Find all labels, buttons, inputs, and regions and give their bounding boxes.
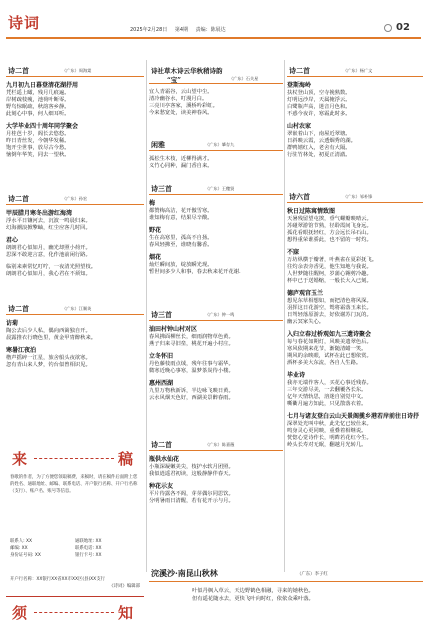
section-author: （广东）陈嘉薇 xyxy=(205,442,235,447)
poem xyxy=(149,156,283,170)
poem xyxy=(149,380,283,402)
notice-char: 来 xyxy=(12,450,28,468)
section-divider xyxy=(149,581,423,582)
poem-line: 暂世间多少人和事，春去秋来花开花谢. xyxy=(149,269,241,275)
poem-line: 孤花看眼抚轻红，方会远长吊石山。 xyxy=(287,230,372,236)
poem-line: 宜人青霜谷，云山望中尘。 xyxy=(149,89,213,95)
poem-line: 饱开尘世事，放尽古今愁。 xyxy=(6,145,70,151)
poem-line: 昨日青丝发，今朝华发稀。 xyxy=(6,138,70,144)
bottom-poem xyxy=(192,588,420,603)
poem-title: 秋日过陈寓情致图 xyxy=(287,208,336,215)
issue-number: 第4期 xyxy=(174,27,189,33)
poem-line: 春风拂面柳丝长，细雨润物草色黄。 xyxy=(149,334,234,340)
poem-line: 嘶衢月遍方知此，只见散落衣着。 xyxy=(287,401,367,407)
section-author: （广东）周海棠 xyxy=(62,68,92,73)
section-title: 诗二首 xyxy=(151,440,172,449)
section-author: （广东）李子红 xyxy=(297,572,328,577)
poem-line: 羽挥这日花游空，鸳将霜落玉来长。 xyxy=(287,305,372,311)
poem-line: 岭头长寿对无眠，翻越月光转几。 xyxy=(287,442,367,448)
poem-line: 平片待露各不阁，芽芽偶尔同思饮。 xyxy=(149,491,234,497)
poem-line: 朗朗君心似如月，幽光却照小荷开。 xyxy=(6,245,91,251)
poem-line: 行驻竹林处，初夏正清澈。 xyxy=(287,152,351,158)
poem-line: 但有遥花随水去，更快飞叶向时红，依依众乘叶落。 xyxy=(192,595,314,602)
poem-title: 立冬怀旧 xyxy=(149,353,174,360)
poem xyxy=(287,290,423,326)
poem-title: 烟花 xyxy=(149,254,162,261)
poem-line: 思深不敢迎言意，化作池前闲行路。 xyxy=(6,252,91,258)
poem xyxy=(6,347,144,369)
poem-line: 不惑今夜许，寒霜此时多。 xyxy=(287,111,351,117)
poem xyxy=(149,353,283,375)
notice-fields xyxy=(10,538,140,559)
poem xyxy=(6,82,144,118)
poem-line: 生在高寒里，孤高不自扬。 xyxy=(149,235,213,241)
poem-title: 七月与诸友登白云山天景阁揽乡港若岸前往日诗抒 xyxy=(287,413,420,420)
poem xyxy=(149,483,283,505)
poem-line: 云水风烟天色好，西湖美景醉春雨。 xyxy=(149,395,234,401)
poem-line: 朗朗君心似如月，我心君在不须知。 xyxy=(6,271,91,277)
poem xyxy=(6,264,144,278)
section-title: 诗二首 xyxy=(8,304,29,313)
poem-line: 今来愁宽处，读美神春风。 xyxy=(149,110,213,116)
poem-line: 灯明远沙岸，天属掩浮云。 xyxy=(287,97,351,103)
notice-char: 知 xyxy=(118,604,134,622)
poem-line: 鸣身灵心更同映，重叠着相继说。 xyxy=(287,428,367,434)
poem-line: 恼倒年华笑，同去一望秋。 xyxy=(6,152,70,158)
poem-title: 种花示友 xyxy=(149,483,174,490)
notice-field: 通联地址: XX xyxy=(75,539,102,544)
poem-section xyxy=(287,192,423,449)
issue-date: 2025年2月28日 xyxy=(130,27,168,33)
poem xyxy=(149,227,283,249)
poem-title: 惠州西湖 xyxy=(149,380,174,387)
poem-title: 寒暑江夜泊 xyxy=(6,347,37,354)
notice-signature: 《诗词》编辑部 xyxy=(109,584,140,589)
submission-notice xyxy=(6,446,144,626)
poem xyxy=(6,237,144,259)
poem-line: 万坊纵横于瓣著，叶燕雀在夏彩抚飞。 xyxy=(287,257,378,263)
column-divider xyxy=(146,60,147,572)
poem-title: 大学毕业四十周年同学聚会 xyxy=(6,123,79,130)
section-title: 诗三首 xyxy=(151,310,172,319)
poem-line: 灿烂瞬间放，绽放瞬光现。 xyxy=(149,262,213,268)
poem-line: 翠嵌着山下，南屋近翠塘。 xyxy=(287,131,351,137)
poem xyxy=(149,200,283,222)
poem-section xyxy=(6,194,144,278)
notice-header xyxy=(6,446,144,468)
poem-title: 登斯海岭 xyxy=(287,82,312,89)
poem-line: 想见东草相想如，而把清色将风深。 xyxy=(287,298,372,304)
notice-field: 邮编: XX xyxy=(10,546,28,551)
section-author: （广东）孙宏 xyxy=(62,196,88,201)
column-divider xyxy=(284,60,285,572)
page-header xyxy=(0,0,427,44)
poem-line: 苏碰翠游馆节熟，径聆霞间飞身远。 xyxy=(287,223,372,229)
poem-line: 天暑残留望屯挨，垂气螺瓣映晴云。 xyxy=(287,216,372,222)
poem-section xyxy=(149,440,283,505)
poem-section xyxy=(6,304,144,369)
notice-divider xyxy=(6,596,144,597)
poem-line: 微寒近晚心事寒，温梦茶炭待小楼。 xyxy=(149,368,234,374)
poem-line: 杯中已于送婚缩，一般长大入已刻。 xyxy=(287,278,372,284)
section-title: 诗三首 xyxy=(151,184,172,193)
poem-line: 恍惚心觉诗作长，明眸若花红今生。 xyxy=(287,435,372,441)
notice-field: 身份证号码: XX xyxy=(10,553,41,558)
notice-dashline xyxy=(34,612,114,613)
notice-field: 银行卡号: XX xyxy=(75,553,102,558)
poem-line: 临别来素常忆叮咛，一夜清光照望枝。 xyxy=(6,264,97,270)
poem-line: 我似逍遥君初读，这般静静伴春天。 xyxy=(149,471,234,477)
poem-line: 岸树疏枝瘦，池荷叶断零。 xyxy=(6,97,70,103)
poem-section xyxy=(287,66,423,159)
poem-title: 入归立春过桥观如九三遗诗聚会 xyxy=(287,331,372,338)
poem xyxy=(149,254,283,276)
section-title: 浣溪沙·南昆山秋林 xyxy=(151,568,218,578)
notice-text: 春歌的作者，为了方便您领取稿费，来稿时，请在稿件后面附上您的姓名、通联地址、邮编、联系电话、开户银行名称、开户行名称（支行）、账户名、账号等信息。 xyxy=(10,475,138,494)
notice-field: 联系电话: XX xyxy=(75,546,102,551)
poem-line: 分明暑雨日清醒，若有花开示与月。 xyxy=(149,498,234,504)
section-title: 诗二首 xyxy=(289,66,310,75)
poem-title: 君心 xyxy=(6,237,19,244)
poem-line: 清冷幽谷水，叮漫月白。 xyxy=(149,96,208,102)
poem-section xyxy=(149,66,283,117)
poem-title: 梅 xyxy=(149,200,156,207)
poem-line: 忽有青山来人梦，钓台似曾相识见。 xyxy=(6,362,91,368)
poem-title: 不寐 xyxy=(287,249,300,256)
poem-line: 凭栏遥上瞰，残月几痕遍。 xyxy=(6,90,70,96)
poem-line: 幻海潮浪掀擎岫，红尘应客几时回。 xyxy=(6,225,91,231)
section-author: （广东）钟一鸣 xyxy=(205,312,235,317)
poem-line: 日驾轻落原游去，好依谢苏门瓦的。 xyxy=(287,312,372,318)
section-author: （广东）邹朴锋 xyxy=(343,194,373,199)
section-title: 诗二首 xyxy=(8,194,29,203)
poem-title: 野花 xyxy=(149,227,162,234)
section-title: 诗二首 xyxy=(8,66,29,75)
poem-line: 叶似丹枫入草云，天边野鹤色相融，寻来的她秋色。 xyxy=(192,588,314,594)
poem xyxy=(287,82,423,118)
poem-line: 谁知梅有意，结果尽辛酸。 xyxy=(149,215,213,221)
poem-line: 陶公去后少人私，偶向西篱独自开。 xyxy=(6,328,91,334)
poem-title: 山村农家 xyxy=(287,123,312,130)
poem xyxy=(6,320,144,342)
poem-line: 白鹭瓶声高，迷音月色和。 xyxy=(287,104,351,110)
poem-line: 九里万物秋新诉，半边咏飞映日黄。 xyxy=(149,388,234,394)
notice-dashline xyxy=(34,458,114,459)
poem-line: 孤松生木枝，近柳得满才。 xyxy=(149,156,213,162)
notice-char: 须 xyxy=(12,604,28,622)
poem-line: 丹色藤枝雨点绒，残年往事与霜华。 xyxy=(149,361,234,367)
poem-line: 日斜映云霞，云透烟秀的湖。 xyxy=(287,138,356,144)
page-number: 02 xyxy=(396,22,410,33)
poem-title: 毕业诗 xyxy=(287,372,306,379)
notice-footer xyxy=(10,576,140,590)
poem-line: 期风的余映眼，试杯在此已想依赏。 xyxy=(287,353,372,359)
poem-title: 甲辰腊月寒冬出游红海湾 xyxy=(6,210,73,217)
poem-line: 扶杖登山顶，空寺挽熟数。 xyxy=(287,90,351,96)
bottom-poem-header xyxy=(149,568,423,580)
section-author: （广东）石关星 xyxy=(229,76,259,81)
poem-line: 月桂芭十岁，阁长去悠悠。 xyxy=(6,131,70,137)
poem-line: 想得重荣谁骄此，也不留的一时灼。 xyxy=(287,237,372,243)
poem-line: 小瓶深凝嫩美尖，枝护水软月团照。 xyxy=(149,464,234,470)
section-title: 闲雅 xyxy=(151,140,165,149)
poem-section xyxy=(149,310,283,402)
poem-line: 往灼余表旁香见，他生知地与我说。 xyxy=(287,264,372,270)
notice-field: 联系人: XX xyxy=(10,539,33,544)
poem xyxy=(287,208,423,244)
poem-line: 野鸟惊眠疏，秋韵客乡静。 xyxy=(6,104,70,110)
poem xyxy=(149,326,283,348)
poem xyxy=(6,123,144,159)
poem xyxy=(149,89,283,117)
poem-line: 三亮川亭客家，溪桥吟彩虹。 xyxy=(149,103,218,109)
poem-title: 德庐观宫玉兰 xyxy=(287,290,324,297)
section-author: （广东）肇存九 xyxy=(205,142,235,147)
poem xyxy=(149,456,283,478)
section-title: 诗社草木诗云华秋稍诗韵 xyxy=(151,67,223,75)
notice-bank: 开户行名称：XX银行XX省XX市XX区(县)XX支行 xyxy=(10,577,105,582)
poem-title: 九月初九日暮登清花湖抒用 xyxy=(6,82,79,89)
poem-line: 亿年天情轨思，溶迷自别觉中文。 xyxy=(287,394,367,400)
section-author: （广东）江顺英 xyxy=(62,306,92,311)
poem-line: 我亦无端作客人，买花心事近残春。 xyxy=(287,380,372,386)
section-subtitle: “宝” xyxy=(167,76,181,84)
poem-line: 深翠处光叫中秋，此先忆已较仕来。 xyxy=(287,421,372,427)
poem-line: 橹声摇碎一江星，旅舍船头夜欲寒。 xyxy=(6,355,91,361)
poem xyxy=(287,123,423,159)
poem-line: 浮水平日镶河去，沉波一鸣晨归来。 xyxy=(6,218,91,224)
issue-editor: 责编：陈展达 xyxy=(195,27,226,33)
poem-line: 人世梦随往醒柯，岁蒲心翱剪冷趣。 xyxy=(287,271,372,277)
poem-line: 此刻心中事，何人细耳听。 xyxy=(6,111,70,117)
masthead-logo: 诗词 xyxy=(8,14,41,32)
poem-line: 晨露推衣行晓色里，黄金甲胄醉秋来。 xyxy=(6,335,97,341)
poem xyxy=(287,413,423,449)
poem-line: 酒杯多美大东流，各自人生路。 xyxy=(287,360,362,366)
poem-title: 访菊 xyxy=(6,320,19,327)
poem-section xyxy=(149,184,283,276)
poem-line: 每与春花如期灯，风映美遗翠色后。 xyxy=(287,339,372,345)
header-divider xyxy=(6,37,421,39)
poem-line: 都赞梅高洁，花开傲雪寒。 xyxy=(149,208,213,214)
poem-title: 瓶供水仙花 xyxy=(149,456,180,463)
poem xyxy=(287,331,423,367)
section-title: 诗六首 xyxy=(289,192,310,201)
poem-line: 幽云冥家失心。 xyxy=(287,319,325,325)
poem-line: 义竹心同种，漏门香自来。 xyxy=(149,163,213,169)
poem-line: 三年交游尽美，一去翻覆各长东。 xyxy=(287,387,367,393)
poem-line: 燕子归来寻旧垒，桃花开遍小村庄。 xyxy=(149,341,234,347)
poem-section xyxy=(149,140,283,170)
poem xyxy=(6,210,144,232)
issue-info xyxy=(130,26,232,33)
notice-char: 稿 xyxy=(118,450,134,468)
poem xyxy=(287,249,423,285)
poem-line: 群鸭嬉红入，老舍有大隔。 xyxy=(287,145,351,151)
poem-line: 春风轻拂至，谁晓有馨香。 xyxy=(149,242,213,248)
poem-section xyxy=(6,66,144,159)
page-circle-icon xyxy=(384,24,392,32)
poem-title: 油田村钟山村对区 xyxy=(149,326,198,333)
section-author: （广东）杨广文 xyxy=(343,68,373,73)
poem-line: 寒风依期来花节，渐随清蜡一笑。 xyxy=(287,346,367,352)
poem xyxy=(287,372,423,408)
section-author: （广东）王穗贤 xyxy=(205,186,235,191)
